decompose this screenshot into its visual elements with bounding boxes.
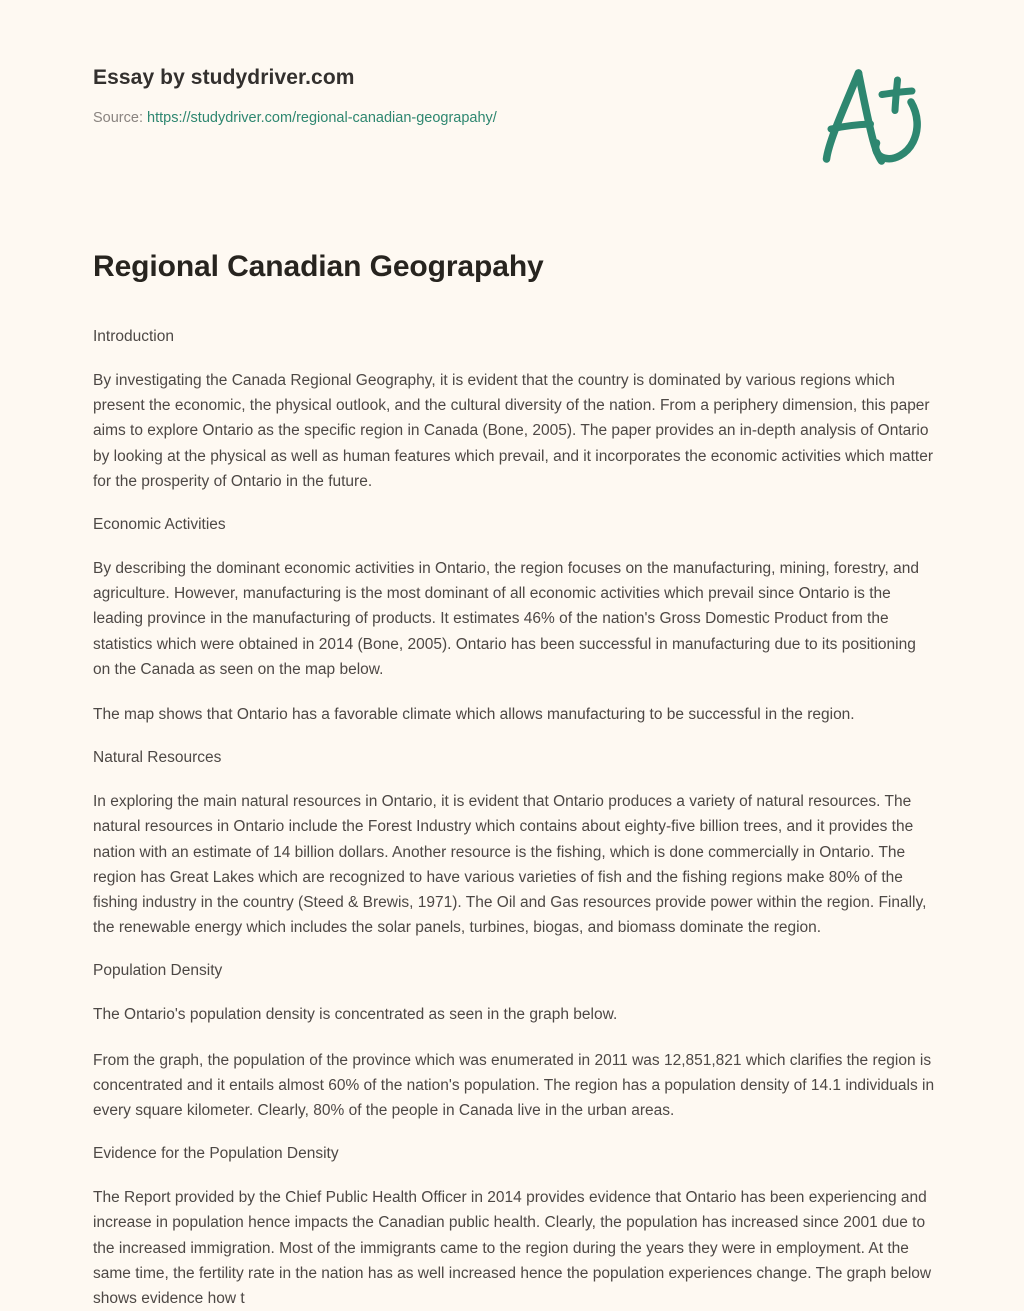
page-title: Regional Canadian Geograpahy: [93, 250, 544, 283]
section-heading-introduction: Introduction: [93, 328, 174, 345]
paragraph-introduction: By investigating the Canada Regional Geography, it is evident that the country is dominated by various regions which present the economic, the physical outlook, and the cultural diversity of the nation. From a periphery dimension, this paper aims to explore Ontario as the specific region in Canada (Bone, 2005). The paper provides an in-depth analysis of Ontario by looking at the physical as well as human features which prevail, and it incorporates the economic activities which matter for the prosperity of Ontario in the future.: [93, 372, 933, 490]
section-heading-evidence-population-density: Evidence for the Population Density: [93, 1145, 339, 1163]
paragraph-population-density-intro: The Ontario's population density is concentrated as seen in the graph below.: [93, 1006, 618, 1024]
page-masthead: [93, 64, 933, 128]
brand-title: Essay by studydriver.com: [93, 66, 355, 89]
a-plus-logo: [812, 66, 932, 170]
section-heading-economic-activities: Economic Activities: [93, 516, 226, 534]
section-heading-population-density: Population Density: [93, 962, 223, 980]
paragraph-natural-resources: In exploring the main natural resources in Ontario, it is evident that Ontario produces a variety of natural resources. The natural resources in Ontario include the Forest Industry which contains about eighty-five billion trees, and it provides the nation with an estimate of 14 billion dollars. Another resource is the fishing, which is done commercially in Ontario. The region has Great Lakes which are recognized to have various varieties of fish and the fishing regions make 80% of the fishing industry in the country (Steed & Brewis, 1971). The Oil and Gas resources provide power within the region. Finally, the renewable energy which includes the solar panels, turbines, biogas, and biomass dominate the region.: [93, 793, 927, 937]
source-line: [93, 108, 933, 128]
paragraph-economic-activities: By describing the dominant economic activities in Ontario, the region focuses on the manufacturing, mining, forestry, and agriculture. However, manufacturing is the most dominant of all economic activities which prevail since Ontario is the leading province in the manufacturing of products. It estimates 46% of the nation's Gross Domestic Product from the statistics which were obtained in 2014 (Bone, 2005). Ontario has been successful in manufacturing due to its positioning on the Canada as seen on the map below.: [93, 560, 919, 678]
document-body: [93, 248, 935, 1311]
source-url-link[interactable]: https://studydriver.com/regional-canadian-geograpahy/: [147, 110, 497, 126]
paragraph-map-note: The map shows that Ontario has a favorable climate which allows manufacturing to be successful in the region.: [93, 706, 855, 724]
section-heading-natural-resources: Natural Resources: [93, 749, 222, 767]
a-plus-logo-icon: [812, 66, 932, 170]
paragraph-population-density-detail: From the graph, the population of the province which was enumerated in 2011 was 12,851,821 which clarifies the region is concentrated and it entails almost 60% of the nation's population. The region has a population density of 14.1 individuals in every square kilometer. Clearly, 80% of the people in Canada live in the urban areas.: [93, 1051, 935, 1120]
paragraph-evidence-population-density: The Report provided by the Chief Public Health Officer in 2014 provides evidence that Ontario has been experiencing and increase in population hence impacts the Canadian public health. Clearly, the population has increased since 2001 due to the increased immigration. Most of the immigrants came to the region during the years they were in employment. At the same time, the fertility rate in the nation has as well increased hence the population experiences change. The graph below shows evidence how t: [93, 1189, 932, 1308]
source-label: Source:: [93, 110, 143, 126]
